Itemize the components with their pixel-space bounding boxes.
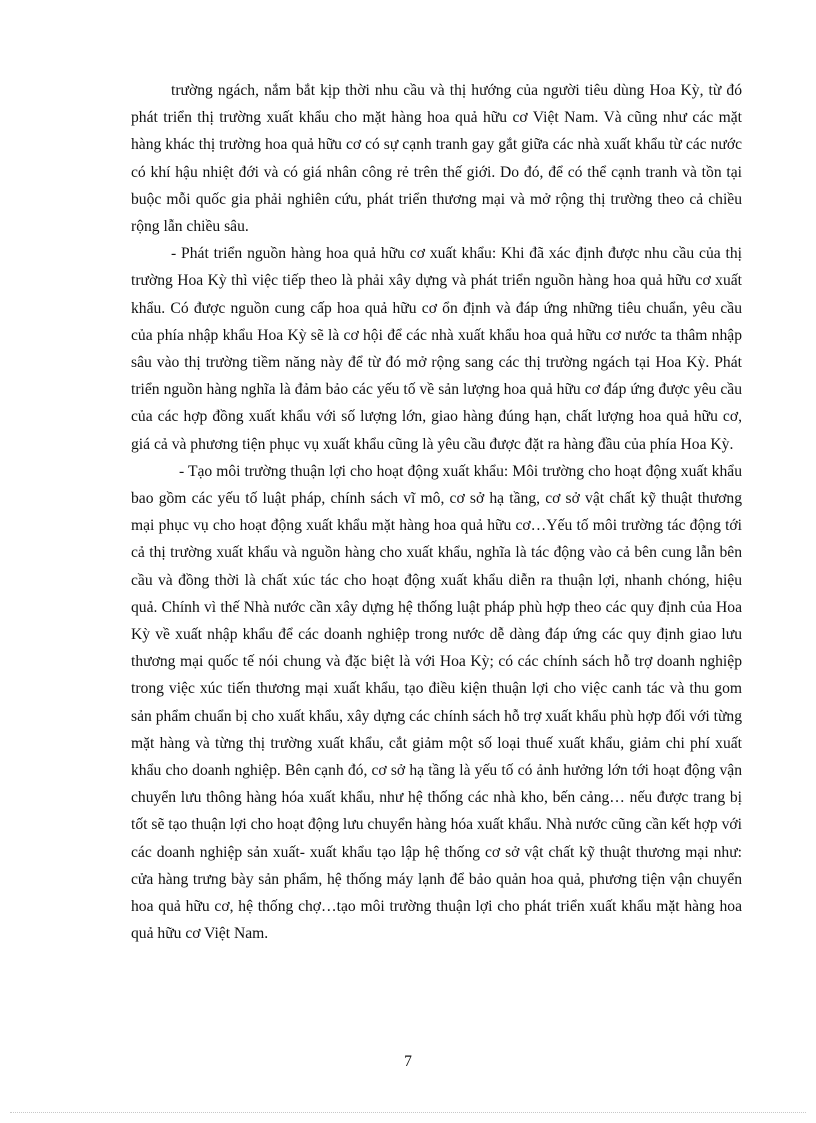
paragraph-market-continuation: trường ngách, nắm bắt kịp thời nhu cầu và thị hướng của người tiêu dùng Hoa Kỳ, từ đó phát triển thị trường xuất khẩu cho mặt hàng hoa quả hữu cơ Việt Nam. Và cũng như các mặt hàng khác thị trường hoa quả hữu cơ có sự cạnh tranh gay gắt giữa các nhà xuất khẩu từ các nước có khí hậu nhiệt đới và có giá nhân công rẻ trên thế giới. Do đó, để có thể cạnh tranh và tồn tại buộc mỗi quốc gia phải nghiên cứu, phát triển thương mại và mở rộng thị trường theo cả chiều rộng lẫn chiều sâu. <box>131 82 742 236</box>
footer-divider <box>10 1112 806 1113</box>
body-text <box>131 77 742 948</box>
paragraph-export-environment: - Tạo môi trường thuận lợi cho hoạt động xuất khẩu: Môi trường cho hoạt động xuất khẩu bao gồm các yếu tố luật pháp, chính sách vĩ mô, cơ sở hạ tầng, cơ sở vật chất kỹ thuật thương mại phục vụ cho hoạt động xuất khẩu mặt hàng hoa quả hữu cơ…Yếu tố môi trường tác động tới cả thị trường xuất khẩu và nguồn hàng cho xuất khẩu, nghĩa là tác động vào cả bên cung lẫn bên cầu và đồng thời là chất xúc tác cho hoạt động xuất khẩu diễn ra thuận lợi, nhanh chóng, hiệu quả. Chính vì thế Nhà nước cần xây dựng hệ thống luật pháp phù hợp theo các quy định của Hoa Kỳ về xuất nhập khẩu để các doanh nghiệp trong nước dễ dàng đáp ứng các quy định giao lưu thương mại quốc tế nói chung và đặc biệt là với Hoa Kỳ; có các chính sách hỗ trợ doanh nghiệp trong việc xúc tiến thương mại xuất khẩu, tạo điều kiện thuận lợi cho việc canh tác và thu gom sản phẩm chuẩn bị cho xuất khẩu, xây dựng các chính sách hỗ trợ xuất khẩu phù hợp đối với từng mặt hàng và từng thị trường xuất khẩu, cắt giảm một số loại thuế xuất khẩu, giảm chi phí xuất khẩu cho doanh nghiệp. Bên cạnh đó, cơ sở hạ tầng là yếu tố có ảnh hưởng lớn tới hoạt động vận chuyển lưu thông hàng hóa xuất khẩu, như hệ thống các nhà kho, bến cảng… nếu được trang bị tốt sẽ tạo thuận lợi cho hoạt động lưu chuyển hàng hóa xuất khẩu. Nhà nước cũng cần kết hợp với các doanh nghiệp sản xuất- xuất khẩu tạo lập hệ thống cơ sở vật chất kỹ thuật thương mại như: cửa hàng trưng bày sản phẩm, hệ thống máy lạnh để bảo quản hoa quả, phương tiện vận chuyển hoa quả hữu cơ, hệ thống chợ…tạo môi trường thuận lợi cho phát triển xuất khẩu mặt hàng hoa quả hữu cơ Việt Nam. <box>131 462 742 943</box>
page-number: 7 <box>404 1053 412 1070</box>
paragraph-supply-development: - Phát triển nguồn hàng hoa quả hữu cơ xuất khẩu: Khi đã xác định được nhu cầu của thị trường Hoa Kỳ thì việc tiếp theo là phải xây dựng và phát triển nguồn hàng hoa quả hữu cơ xuất khẩu. Có được nguồn cung cấp hoa quả hữu cơ ổn định và đáp ứng những tiêu chuẩn, yêu cầu của phía nhập khẩu Hoa Kỳ sẽ là cơ hội để các nhà xuất khẩu hoa quả hữu cơ nước ta thâm nhập sâu vào thị trường tiềm năng này để từ đó mở rộng sang các thị trường ngách tại Hoa Kỳ. Phát triển nguồn hàng nghĩa là đảm bảo các yếu tố về sản lượng hoa quả hữu cơ đáp ứng được yêu cầu của các hợp đồng xuất khẩu với số lượng lớn, giao hàng đúng hạn, chất lượng hoa quả hữu cơ, giá cả và phương tiện phục vụ xuất khẩu cũng là yêu cầu được đặt ra hàng đầu của phía Hoa Kỳ. <box>131 245 742 453</box>
